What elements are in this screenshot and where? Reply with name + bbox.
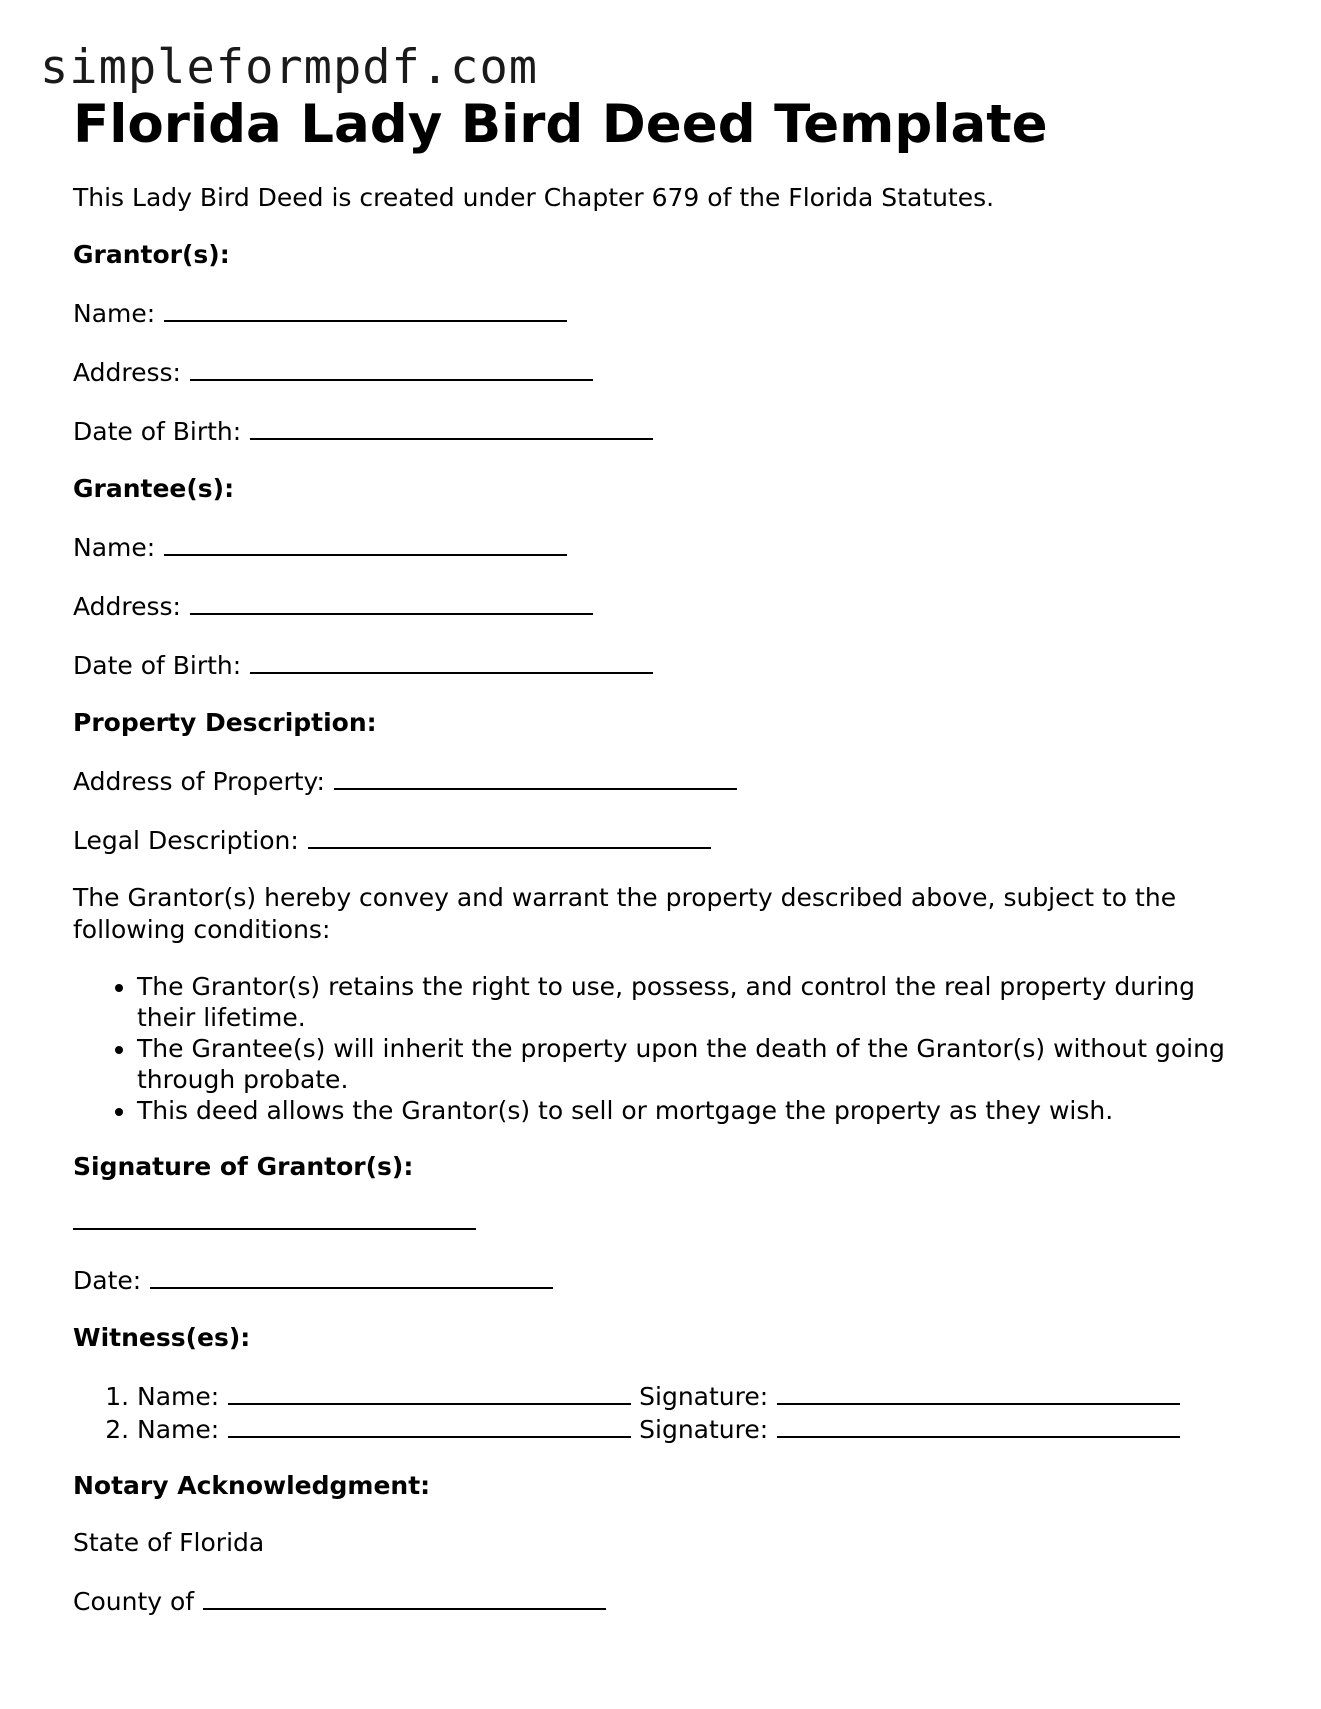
grantor-address-label: Address: [73,358,181,387]
grantee-heading: Grantee(s): [73,474,235,503]
grantor-dob-row [73,414,1253,448]
witness-name-label: Name: [137,1382,220,1411]
signature-heading: Signature of Grantor(s): [73,1152,414,1181]
signature-date-row [73,1263,1253,1297]
grantor-address-row [73,355,1253,389]
grantee-address-row [73,589,1253,623]
grantor-name-field[interactable] [164,296,567,322]
conditions-intro: The Grantor(s) hereby convey and warrant the property described above, subject to the following conditions: [73,883,1177,944]
legal-description-row [73,823,1253,857]
witness-1-signature-field[interactable] [777,1379,1180,1405]
watermark: simpleformpdf.com [40,40,539,95]
witnesses-heading: Witness(es): [73,1323,251,1352]
grantee-dob-row [73,648,1253,682]
property-heading: Property Description: [73,708,377,737]
grantee-name-row [73,530,1253,564]
grantor-dob-field[interactable] [250,414,653,440]
legal-description-field[interactable] [308,823,711,849]
witness-name-label: Name: [137,1415,220,1444]
notary-county-field[interactable] [203,1584,606,1610]
grantor-name-row [73,296,1253,330]
intro-text: This Lady Bird Deed is created under Chapter 679 of the Florida Statutes. [73,183,995,212]
condition-item: • This deed allows the Grantor(s) to sell or mortgage the property as they wish. [137,1095,1253,1126]
property-address-label: Address of Property: [73,767,325,796]
grantee-dob-label: Date of Birth: [73,651,242,680]
property-address-field[interactable] [334,764,737,790]
grantor-heading: Grantor(s): [73,240,230,269]
witness-2-name-field[interactable] [228,1412,631,1438]
grantor-address-field[interactable] [190,355,593,381]
page-title: Florida Lady Bird Deed Template [73,94,1048,155]
grantor-name-label: Name: [73,299,156,328]
conditions-list [73,971,1253,1126]
notary-state: State of Florida [73,1528,265,1557]
witness-1-name-field[interactable] [228,1379,631,1405]
grantee-name-field[interactable] [164,530,567,556]
witness-list [73,1379,1253,1445]
legal-description-label: Legal Description: [73,826,299,855]
grantee-address-label: Address: [73,592,181,621]
witness-item [137,1412,1253,1445]
signature-date-label: Date: [73,1266,142,1295]
condition-item: • The Grantee(s) will inherit the property upon the death of the Grantor(s) without going through probate. [137,1033,1253,1095]
signature-date-field[interactable] [150,1263,553,1289]
signature-row [73,1204,1253,1238]
grantee-dob-field[interactable] [250,648,653,674]
witness-2-signature-field[interactable] [777,1412,1180,1438]
notary-county-label: County of [73,1587,195,1616]
grantor-signature-field[interactable] [73,1204,476,1230]
grantee-name-label: Name: [73,533,156,562]
witness-signature-label: Signature: [639,1415,769,1444]
property-address-row [73,764,1253,798]
condition-item: • The Grantor(s) retains the right to use, possess, and control the real property during their lifetime. [137,971,1253,1033]
notary-county-row [73,1584,1253,1618]
grantor-dob-label: Date of Birth: [73,417,242,446]
document-page [73,90,1253,1643]
witness-item [137,1379,1253,1412]
notary-heading: Notary Acknowledgment: [73,1471,431,1500]
grantee-address-field[interactable] [190,589,593,615]
witness-signature-label: Signature: [639,1382,769,1411]
